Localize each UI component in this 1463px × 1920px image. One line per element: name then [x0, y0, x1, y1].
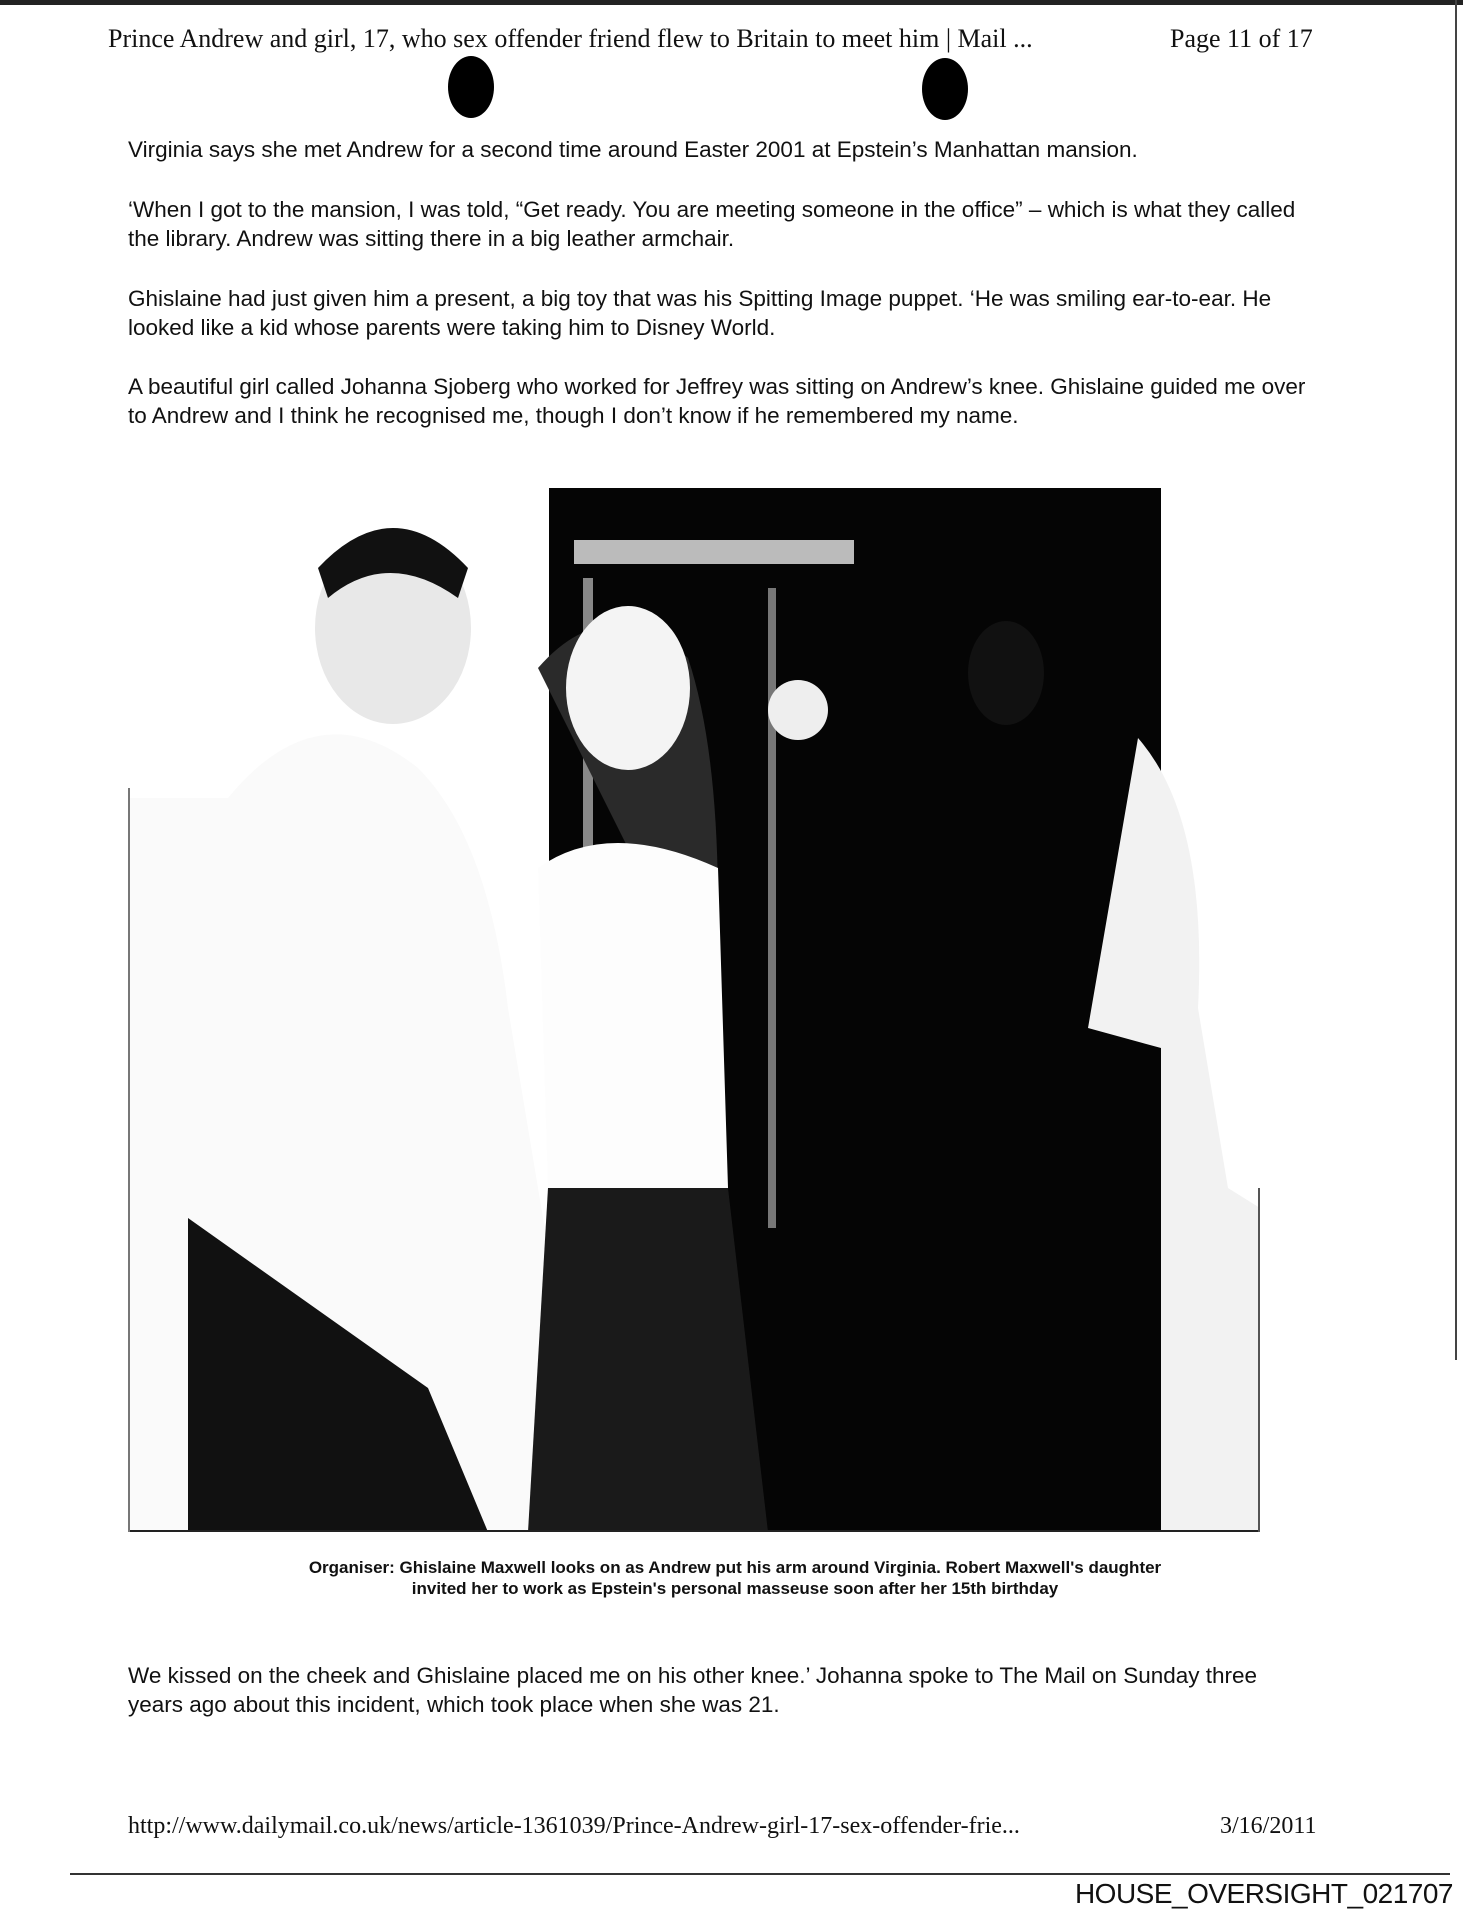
scan-top-edge: [0, 0, 1463, 5]
paragraph: ‘When I got to the mansion, I was told, “Get ready. You are meeting someone in the office” – which is what they called the library. Andrew was sitting there in a big leather armchair.: [128, 197, 1296, 251]
photo-caption: Organiser: Ghislaine Maxwell looks on as Andrew put his arm around Virginia. Robert Maxwell's daughter invited her to work as Epstein's personal masseuse soon after her 15th birthday: [308, 1558, 1162, 1598]
print-footer-url: http://www.dailymail.co.uk/news/article-1361039/Prince-Andrew-girl-17-sex-offender-frie...: [128, 1813, 1020, 1839]
photo-image: [128, 488, 1260, 1532]
punch-hole-left: [448, 56, 494, 118]
paragraph: A beautiful girl called Johanna Sjoberg who worked for Jeffrey was sitting on Andrew’s knee. Ghislaine guided me over to Andrew and I think he recognised me, though I don’t know if he remembered my name.: [128, 374, 1306, 428]
print-header-title: Prince Andrew and girl, 17, who sex offender friend flew to Britain to meet him | Mail ...: [108, 24, 1033, 53]
paragraph: Virginia says she met Andrew for a second time around Easter 2001 at Epstein’s Manhattan mansion.: [128, 137, 1138, 162]
bates-number: HOUSE_OVERSIGHT_021707: [1074, 1878, 1453, 1909]
paragraph: Ghislaine had just given him a present, a big toy that was his Spitting Image puppet. ‘He was smiling ear-to-ear. He looked like a kid whose parents were taking him to Disney World.: [128, 286, 1272, 340]
punch-hole-right: [922, 58, 968, 120]
article-photo: [128, 488, 1260, 1532]
footer-divider: [70, 1873, 1450, 1875]
paragraph: We kissed on the cheek and Ghislaine placed me on his other knee.’ Johanna spoke to The Mail on Sunday three years ago about this incident, which took place when she was 21.: [128, 1663, 1258, 1717]
page-number: Page 11 of 17: [1170, 24, 1313, 53]
print-footer-date: 3/16/2011: [1220, 1813, 1317, 1839]
scan-right-edge: [1455, 0, 1457, 1360]
